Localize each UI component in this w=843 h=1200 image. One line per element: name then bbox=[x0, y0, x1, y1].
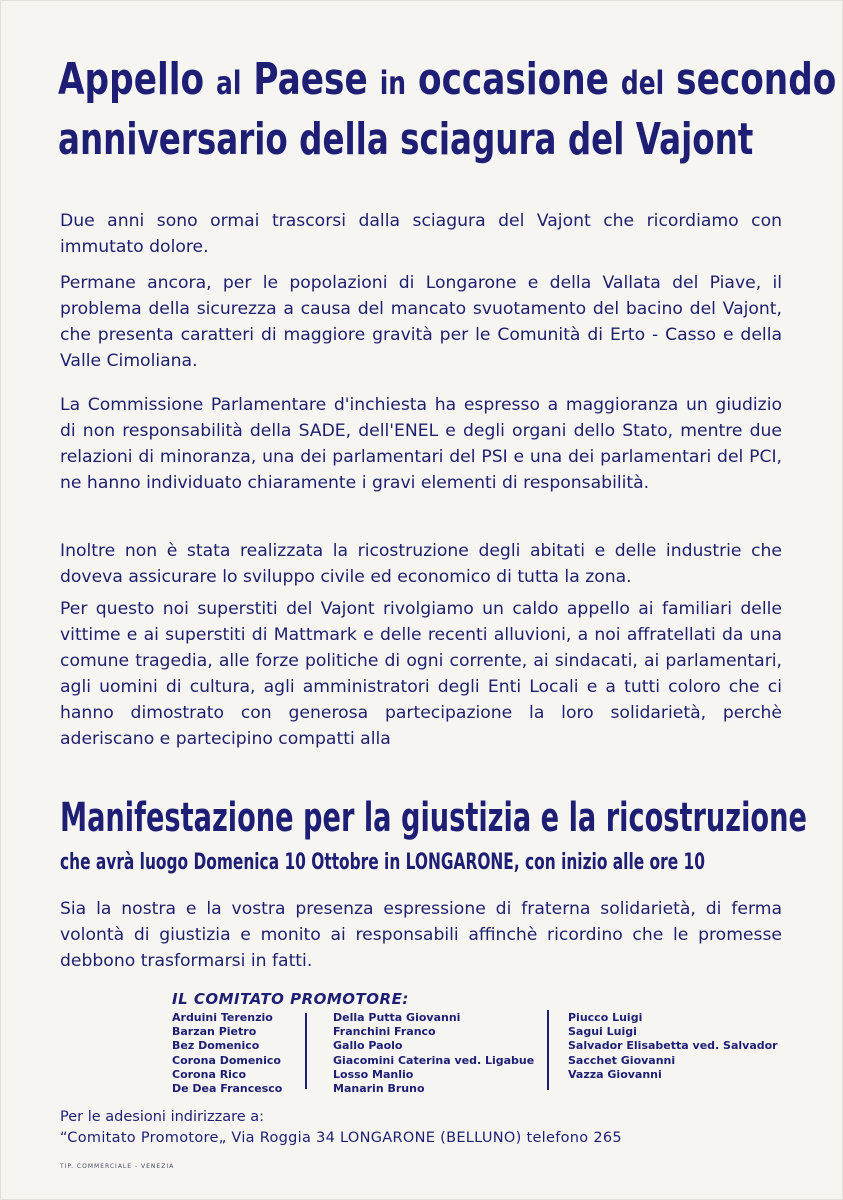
committee-member: Losso Manlio bbox=[333, 1067, 414, 1081]
committee-member: Giacomini Caterina ved. Ligabue bbox=[333, 1053, 535, 1067]
event-title: Manifestazione per la giustizia e la ricostruzione bbox=[60, 795, 807, 841]
committee-member: Gallo Paolo bbox=[333, 1039, 403, 1053]
event-details: che avrà luogo Domenica 10 Ottobre in LONGARONE, con inizio alle ore 10 bbox=[60, 850, 705, 875]
title-word: secondo bbox=[676, 54, 837, 105]
paragraph-closing: Sia la nostra e la vostra presenza espressione di fraterna solidarietà, di ferma volontà di giustizia e monito ai responsabili affinchè ricordino che le promesse debbono trasformarsi in fatti. bbox=[60, 899, 782, 971]
contact-address: “Comitato Promotore„ Via Roggia 34 LONGARONE (BELLUNO) telefono 265 bbox=[60, 1130, 622, 1146]
committee-member: Bez Domenico bbox=[172, 1039, 260, 1053]
title-word: occasione bbox=[418, 54, 609, 105]
committee-member: Corona Domenico bbox=[172, 1053, 281, 1067]
committee-member: Sacchet Giovanni bbox=[568, 1053, 676, 1067]
committee-member: Vazza Giovanni bbox=[568, 1067, 662, 1081]
committee-member: Manarin Bruno bbox=[333, 1082, 425, 1096]
committee-member: De Dea Francesco bbox=[172, 1082, 283, 1096]
title-word: in bbox=[379, 64, 407, 102]
committee-column-2 bbox=[333, 1011, 534, 1096]
paragraph-commission: La Commissione Parlamentare d'inchiesta ha espresso a maggioranza un giudizio di non responsabilità della SADE, dell'ENEL e degli organi dello Stato, mentre due relazioni di minoranza, una dei parlamentari del PSI e una dei parlamentari del PCI, ne hanno individuato chiaramente i gravi elementi di responsabilità. bbox=[60, 395, 782, 493]
title-word: Appello bbox=[58, 54, 205, 105]
title-word: Paese bbox=[253, 54, 368, 105]
committee-title: IL COMITATO PROMOTORE: bbox=[172, 990, 409, 1008]
committee-member: Franchini Franco bbox=[333, 1025, 436, 1039]
column-divider bbox=[547, 1010, 549, 1090]
committee-member: Corona Rico bbox=[172, 1067, 247, 1081]
paragraph-reconstruction: Inoltre non è stata realizzata la ricostruzione degli abitati e delle industrie che doveva assicurare lo sviluppo civile ed economico di tutta la zona. bbox=[60, 541, 782, 587]
contact-intro: Per le adesioni indirizzare a: bbox=[60, 1109, 265, 1125]
column-divider bbox=[305, 1013, 307, 1089]
paragraph-appeal: Per questo noi superstiti del Vajont rivolgiamo un caldo appello ai familiari delle vittime e ai superstiti di Mattmark e delle recenti alluvioni, a noi affratellati da una comune tragedia, alle forze politiche di ogni corrente, ai sindacati, ai parlamentari, agli uomini di cultura, agli amministratori degli Enti Locali e a tutti coloro che ci hanno dimostrato con generosa partecipazione la loro solidarietà, perchè aderiscano e partecipino compatti alla bbox=[60, 599, 782, 749]
committee-member: Salvador Elisabetta ved. Salvador bbox=[568, 1039, 778, 1053]
paragraph-anniversary: Due anni sono ormai trascorsi dalla sciagura del Vajont che ricordiamo con immutato dolore. bbox=[60, 211, 782, 257]
poster-title-line-2: anniversario della sciagura del Vajont bbox=[58, 114, 754, 165]
committee-member: Arduini Terenzio bbox=[172, 1011, 273, 1024]
printer-credit: TIP. COMMERCIALE - VENEZIA bbox=[60, 1163, 175, 1170]
poster-title-line-1 bbox=[58, 54, 837, 105]
committee-member: Barzan Pietro bbox=[172, 1025, 257, 1039]
committee-column-1 bbox=[172, 1011, 282, 1096]
committee-member: Piucco Luigi bbox=[568, 1011, 643, 1024]
title-word: al bbox=[216, 64, 242, 102]
committee-column-3 bbox=[568, 1011, 778, 1082]
paragraph-safety: Permane ancora, per le popolazioni di Longarone e della Vallata del Piave, il problema della sicurezza a causa del mancato svuotamento del bacino del Vajont, che presenta caratteri di maggiore gravità per le Comunità di Erto - Casso e della Valle Cimoliana. bbox=[60, 273, 782, 371]
committee-member: Della Putta Giovanni bbox=[333, 1011, 461, 1024]
title-word: del bbox=[620, 64, 665, 102]
committee-member: Sagui Luigi bbox=[568, 1025, 637, 1039]
